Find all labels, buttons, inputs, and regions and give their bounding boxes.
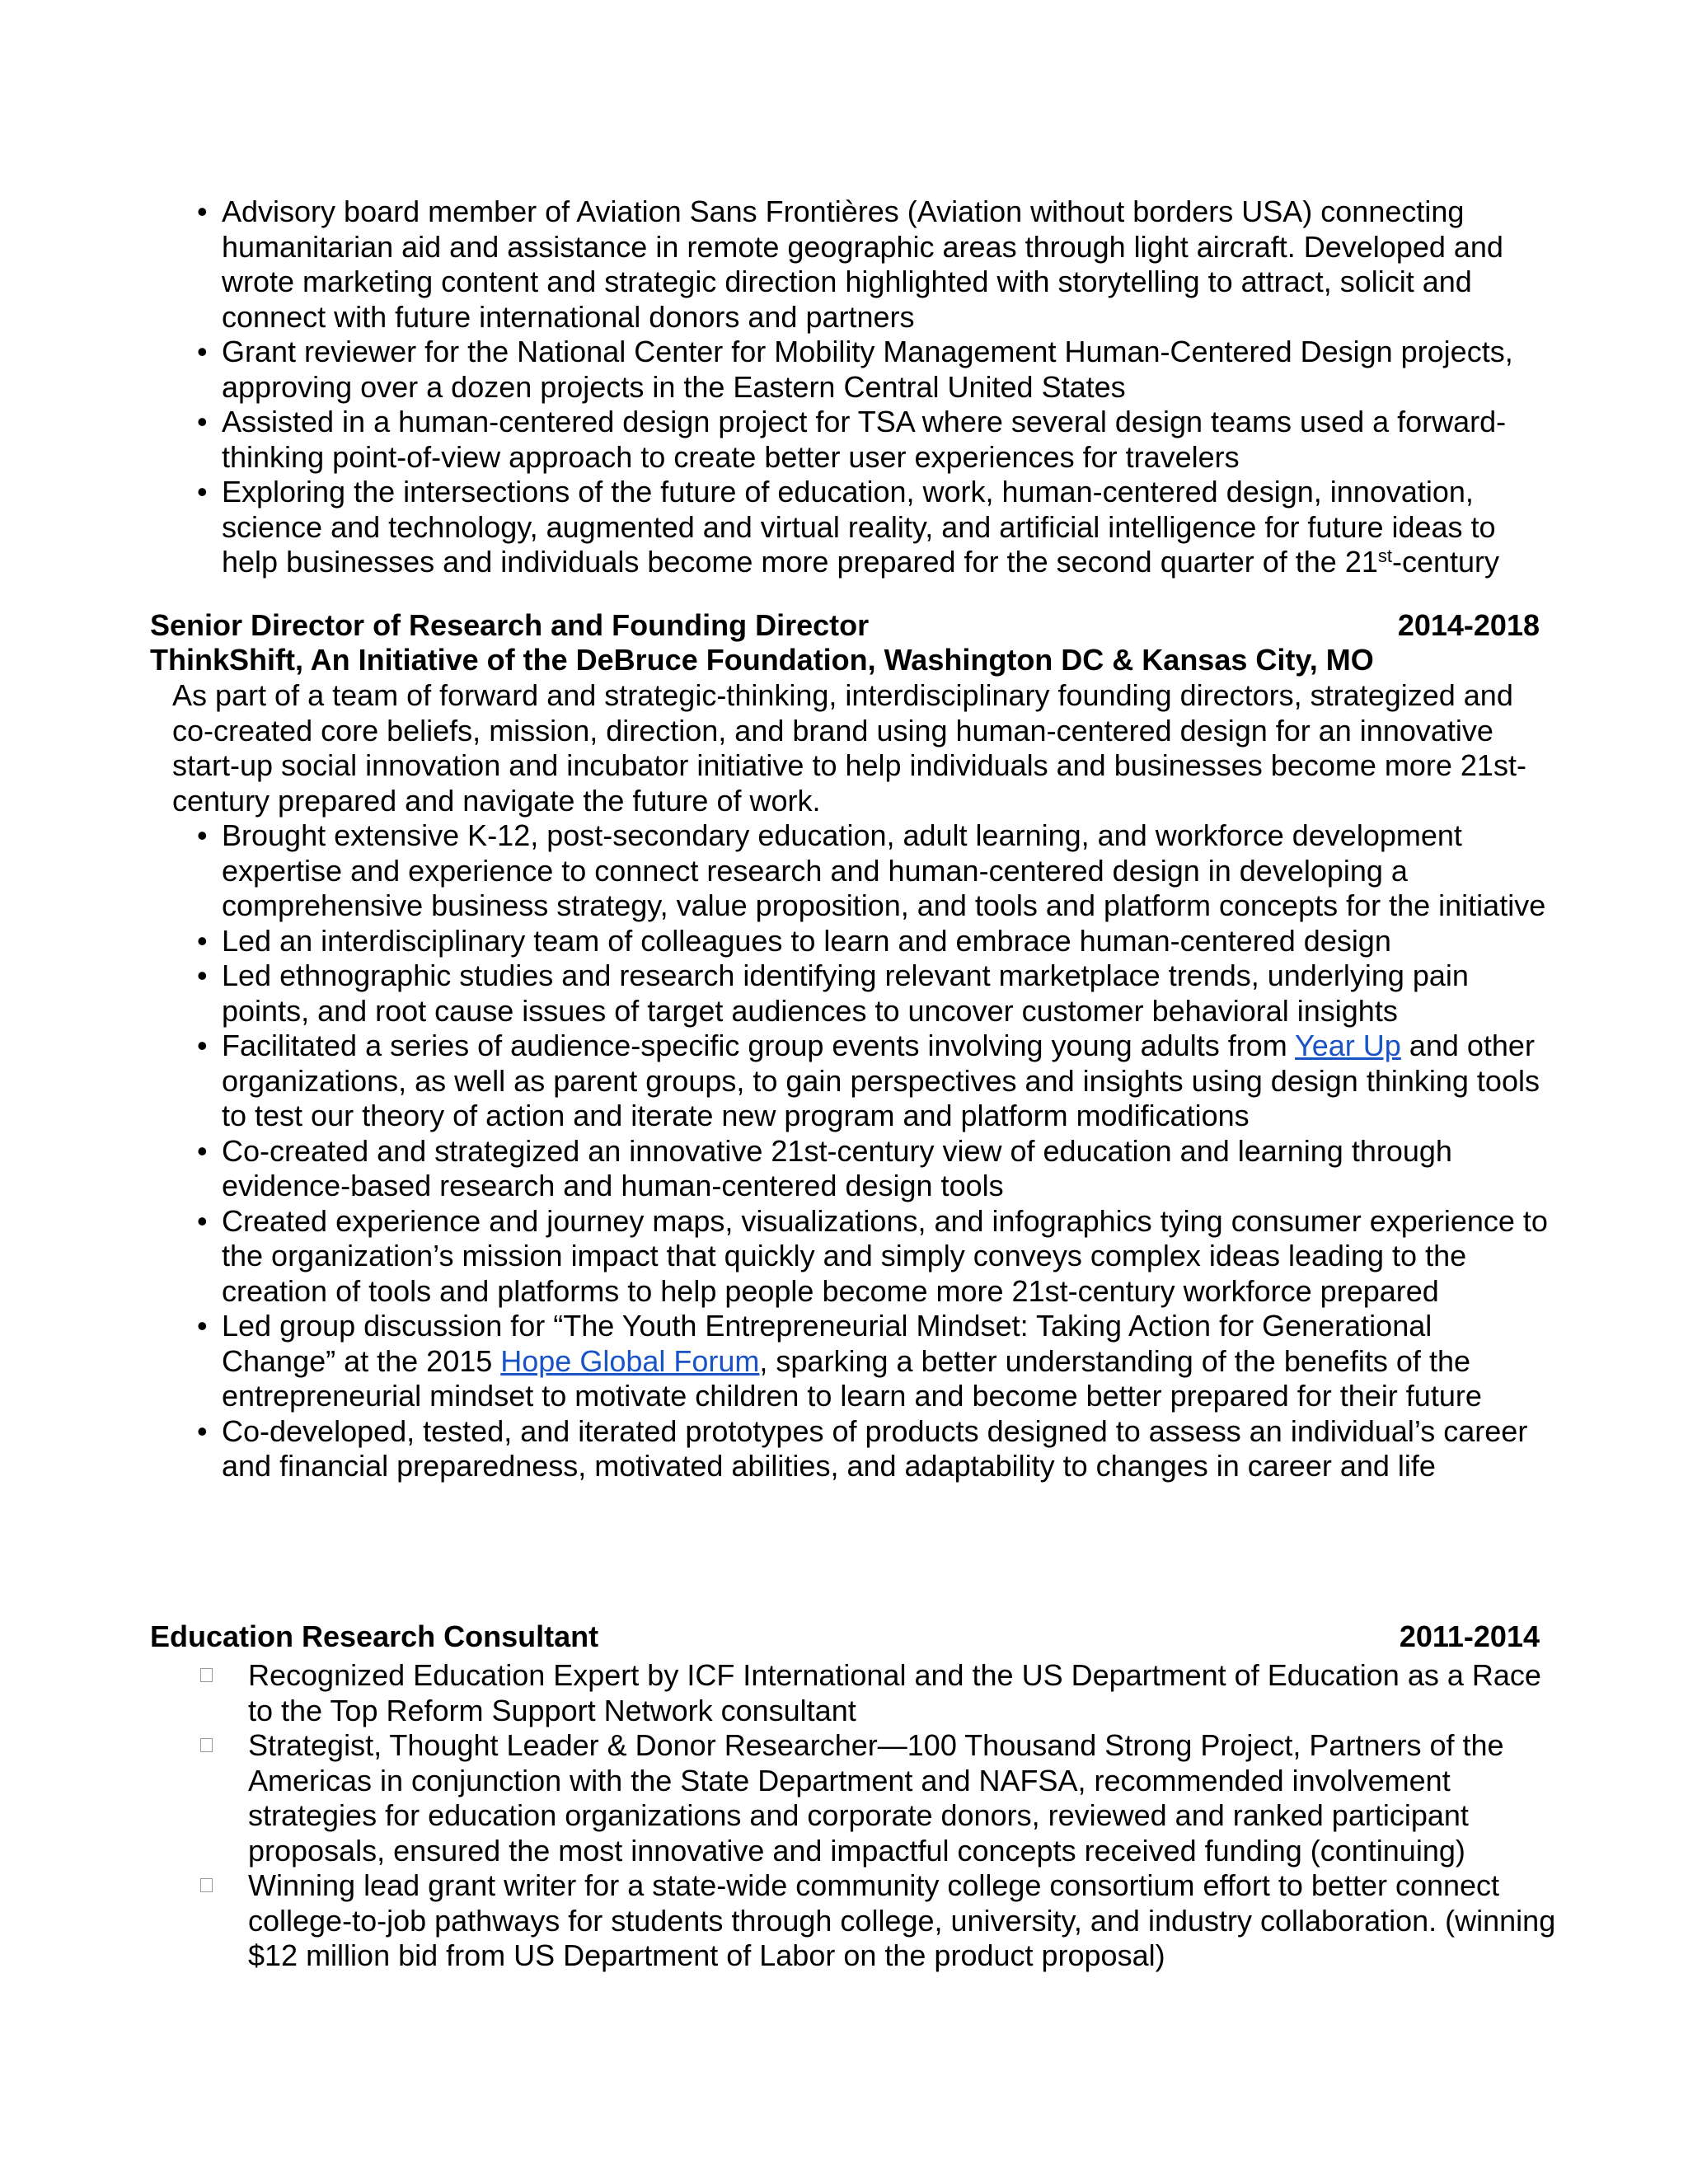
bullet-text-end: , sparking a better understanding of the benefits of the entrepreneurial mindset to motivate children to learn and become better prepared for their future — [222, 1343, 1482, 1413]
list-item: • Assisted in a human-centered design project for TSA where several design teams used a forward-thinking point-of-view approach to create better user experiences for travelers — [197, 405, 1549, 475]
list-item: • Co-developed, tested, and iterated prototypes of products designed to assess an individual’s career and financial preparedness, motivated abilities, and adaptability to changes in career and life — [197, 1414, 1549, 1484]
year-up-link[interactable]: Year Up — [1295, 1029, 1401, 1062]
list-item: • Grant reviewer for the National Center for Mobility Management Human-Centered Design projects, approving over a dozen projects in the Eastern Central United States — [197, 335, 1549, 405]
role-years: 2014-2018 — [1397, 608, 1540, 642]
list-item — [197, 475, 1549, 580]
role-title: Education Research Consultant — [150, 1619, 599, 1653]
bullet-text-end: -century — [1392, 545, 1500, 579]
list-item: • Co-created and strategized an innovative 21st-century view of education and learning through evidence-based research and human-centered design tools — [197, 1134, 1549, 1204]
role-years: 2011-2014 — [1399, 1619, 1540, 1653]
list-item: • Led ethnographic studies and research identifying relevant marketplace trends, underlying pain points, and root cause issues of target audiences to uncover customer behavioral insights — [197, 958, 1549, 1029]
consultant-bullet-list — [197, 1658, 1565, 1974]
bullet-text: Led group discussion for “The Youth Entrepreneurial Mindset: Taking Action for Generational Change” at the 2015 — [222, 1309, 1432, 1378]
bullet-text: Facilitated a series of audience-specific group events involving young adults from — [222, 1029, 1296, 1062]
list-item: • Created experience and journey maps, visualizations, and infographics tying consumer experience to the organization’s mission impact that quickly and simply conveys complex ideas leading to the creation of tools and platforms to help people become more 21st-century workforce prepared — [197, 1204, 1549, 1310]
role-title: Senior Director of Research and Founding Director — [150, 608, 870, 642]
list-item: Recognized Education Expert by ICF International and the US Department of Education as a Race to the Top Reform Support Network consultant — [197, 1658, 1565, 1728]
role-heading-thinkshift — [150, 608, 1540, 644]
list-item — [197, 1029, 1549, 1134]
thinkshift-bullet-list — [197, 818, 1549, 1484]
bullet-text: Exploring the intersections of the future of education, work, human-centered design, innovation, science and technology, augmented and virtual reality, and artificial intelligence for future ideas to help businesses and individuals become more prepared for the second quarter of the 21 — [222, 475, 1496, 579]
list-item: Strategist, Thought Leader & Donor Researcher—100 Thousand Strong Project, Partners of the Americas in conjunction with the State Department and NAFSA, recommended involvement strategies for education organizations and corporate donors, reviewed and ranked participant proposals, ensured the most innovative and impactful concepts received funding (continuing) — [197, 1728, 1565, 1868]
bullet-text-end: and other organizations, as well as parent groups, to gain perspectives and insights using design thinking tools to test our theory of action and iterate new program and platform modifications — [222, 1029, 1540, 1132]
list-item: Winning lead grant writer for a state-wide community college consortium effort to better connect college-to-job pathways for students through college, university, and industry collaboration. (winning $12 million bid from US Department of Labor on the product proposal) — [197, 1868, 1565, 1974]
list-item — [197, 1309, 1549, 1414]
list-item: • Brought extensive K-12, post-secondary education, adult learning, and workforce development expertise and experience to connect research and human-centered design in developing a comprehensive business strategy, value proposition, and tools and platform concepts for the initiative — [197, 818, 1549, 924]
list-item: • Advisory board member of Aviation Sans Frontières (Aviation without borders USA) connecting humanitarian aid and assistance in remote geographic areas through light aircraft. Developed and wrote marketing content and strategic direction highlighted with storytelling to attract, solicit and connect with future international donors and partners — [197, 194, 1549, 335]
hope-global-forum-link[interactable]: Hope Global Forum — [500, 1343, 760, 1378]
organization-name: ThinkShift, An Initiative of the DeBruce Foundation, Washington DC & Kansas City, MO — [150, 643, 1374, 677]
list-item: • Led an interdisciplinary team of colleagues to learn and embrace human-centered design — [197, 924, 1549, 959]
superscript: st — [1377, 546, 1392, 566]
top-bullet-list — [197, 194, 1549, 580]
role-heading-consultant — [150, 1619, 1540, 1655]
role-summary: As part of a team of forward and strategic-thinking, interdisciplinary founding directors, strategized and co-created core beliefs, mission, direction, and brand using human-centered design for an innovative start-up social innovation and incubator initiative to help individuals and businesses become more 21st-century prepared and navigate the future of work. — [172, 678, 1526, 818]
organization-line — [150, 643, 1540, 678]
